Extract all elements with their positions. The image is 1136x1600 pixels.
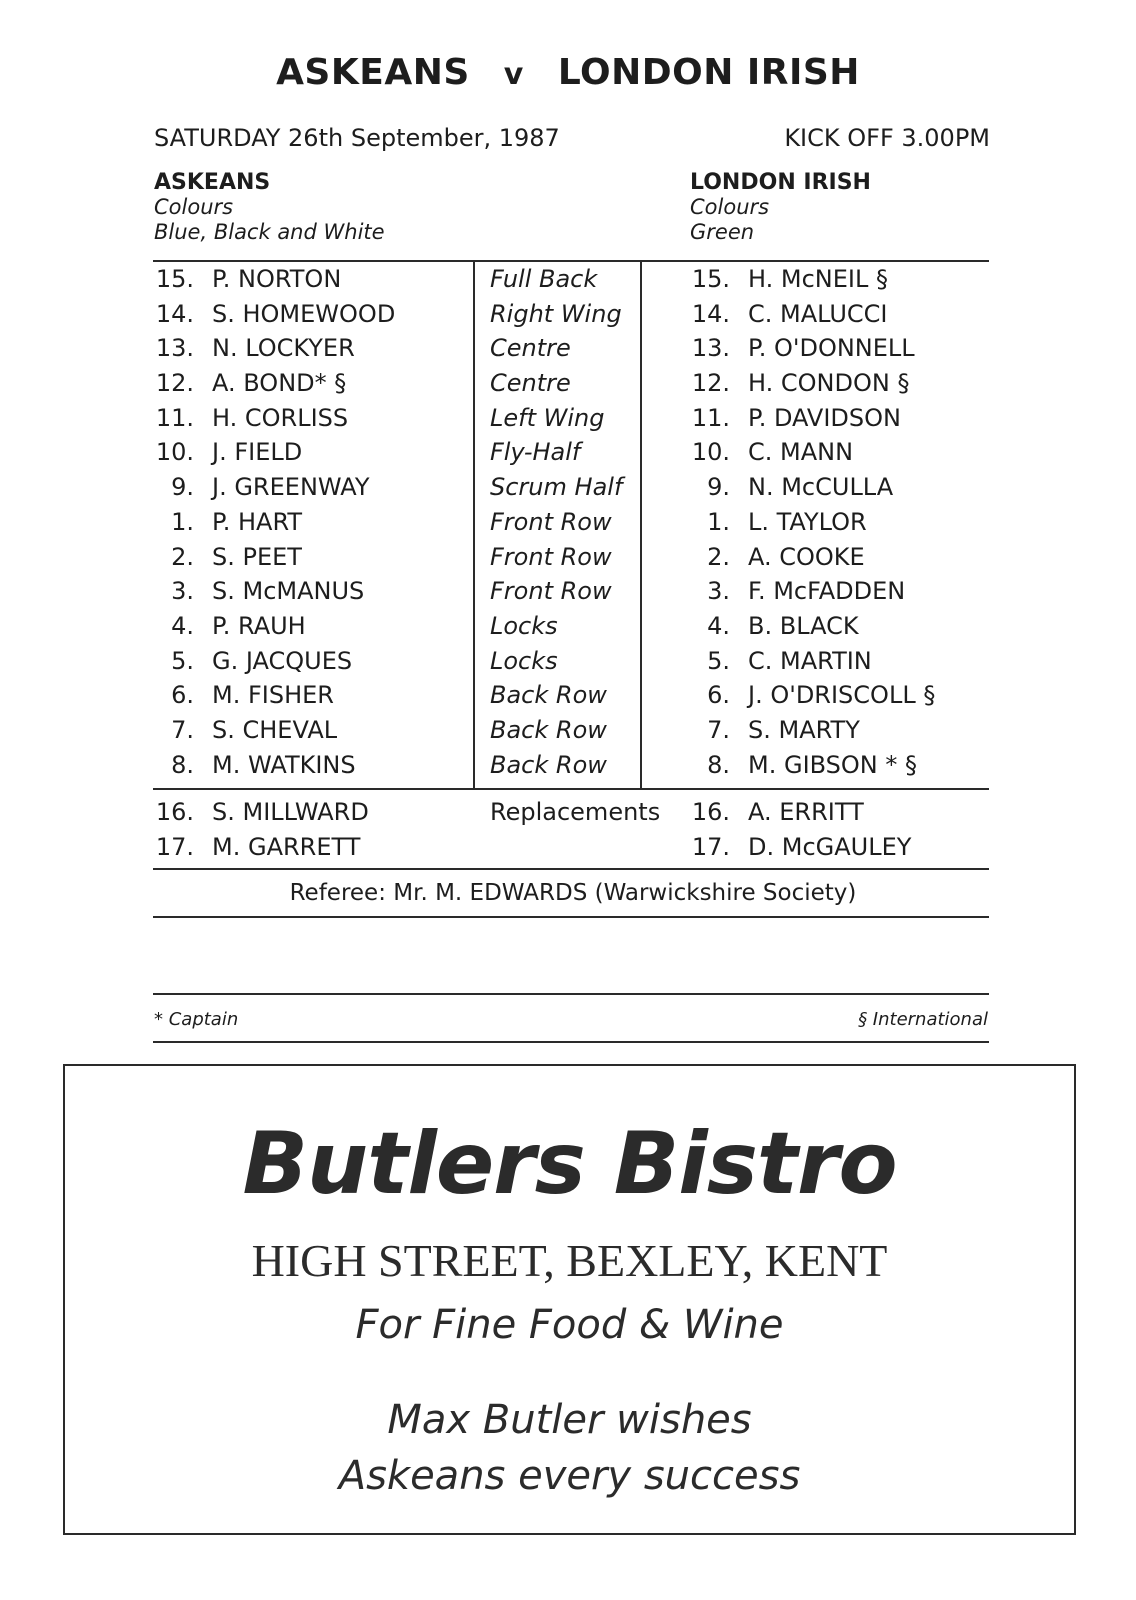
lineup-row [0,681,1136,716]
home-player-name: P. NORTON [212,265,342,293]
away-player-number: 7. [707,715,730,744]
away-player-name: N. McCULLA [748,473,894,502]
away-player-number: 6. [707,681,730,710]
away-player-number: 9. [707,473,730,502]
home-player-number: 8. [171,750,194,779]
replacement-row [0,798,1136,833]
away-player-name: M. GIBSON * § [748,750,918,779]
away-player-name: H. CONDON § [748,369,910,398]
away-player-number: 8. [707,750,730,779]
divider-notes-top [153,993,989,995]
lineup-row [0,647,1136,682]
ad-wish-line-1: Max Butler wishes [387,1397,752,1443]
away-player-number: 10. [691,438,730,467]
home-player-name: S. MILLWARD [212,798,369,826]
home-player-name: M. WATKINS [212,750,356,779]
away-player-name: P. DAVIDSON [748,403,901,432]
position-label: Front Row [490,542,612,571]
away-player-name: C. MALUCCI [748,299,888,328]
replacements-table [0,798,1136,867]
home-player-number: 11. [155,403,194,432]
home-player-name: P. HART [212,507,303,536]
home-player-number: 4. [171,611,194,640]
away-player-number: 4. [707,611,730,640]
home-player-name: M. FISHER [212,681,334,710]
away-player-name: H. McNEIL § [748,265,888,293]
home-player-name: H. CORLISS [212,403,349,432]
position-label: Centre [490,334,571,363]
international-note: § International [858,1009,988,1030]
position-label: Front Row [490,507,612,536]
home-player-number: 6. [171,681,194,710]
home-player-name: S. HOMEWOOD [212,299,396,328]
match-title [0,52,1136,93]
away-player-name: P. O'DONNELL [748,334,915,363]
home-player-name: N. LOCKYER [212,334,355,363]
position-label: Fly-Half [490,438,581,467]
position-label: Back Row [490,681,607,710]
away-team-header [690,170,871,245]
home-player-name: S. McMANUS [212,577,365,606]
divider-lineup-end [153,788,989,790]
divider-top [153,260,989,262]
lineup-row [0,369,1136,404]
home-player-number: 5. [171,646,194,675]
referee-line: Referee: Mr. M. EDWARDS (Warwickshire Society) [289,880,857,906]
position-label: Centre [490,369,571,398]
away-colours-label: Colours [690,195,770,219]
position-label: Right Wing [490,299,622,328]
home-player-name: P. RAUH [212,611,306,640]
position-label: Back Row [490,715,607,744]
away-player-name: C. MARTIN [748,646,872,675]
home-player-number: 15. [155,265,194,293]
lineup-row [0,716,1136,751]
home-team-title: ASKEANS [276,52,470,93]
lineup-row [0,334,1136,369]
ad-wish-line-2: Askeans every success [338,1453,801,1499]
away-player-name: A. COOKE [748,542,865,571]
divider-referee-top [153,868,989,870]
versus-label: v [503,57,524,92]
lineup-row [0,473,1136,508]
away-player-number: 15. [691,265,730,293]
away-player-name: C. MANN [748,438,854,467]
home-team-header [154,170,385,245]
away-player-name: D. McGAULEY [748,832,912,861]
position-label: Replacements [490,798,661,826]
away-player-number: 3. [707,577,730,606]
away-player-number: 2. [707,542,730,571]
lineup-row [0,612,1136,647]
away-player-name: B. BLACK [748,611,859,640]
away-player-name: J. O'DRISCOLL § [748,681,936,710]
position-label: Locks [490,646,558,675]
lineup-row [0,751,1136,786]
away-player-number: 17. [691,832,730,861]
lineup-row [0,438,1136,473]
home-player-name: A. BOND* § [212,369,347,398]
lineup-row [0,300,1136,335]
away-player-number: 14. [691,299,730,328]
home-player-number: 10. [155,438,194,467]
away-player-name: F. McFADDEN [748,577,906,606]
position-label: Left Wing [490,403,605,432]
away-player-number: 5. [707,646,730,675]
match-date: SATURDAY 26th September, 1987 [154,124,560,152]
home-player-name: S. CHEVAL [212,715,338,744]
divider-notes-bottom [153,1041,989,1043]
away-player-number: 1. [707,507,730,536]
home-player-number: 7. [171,715,194,744]
home-colours: Blue, Black and White [154,220,385,244]
lineup-row [0,404,1136,439]
ad-wishes [65,1392,1074,1504]
away-team-title: LONDON IRISH [557,52,860,93]
home-player-name: J. GREENWAY [212,473,370,502]
lineup-row [0,577,1136,612]
home-player-name: M. GARRETT [212,832,361,861]
divider-referee-bottom [153,916,989,918]
away-colours: Green [690,220,755,244]
home-player-number: 14. [155,299,194,328]
home-team-name: ASKEANS [154,170,271,195]
advertisement-box [63,1064,1076,1535]
replacement-row [0,833,1136,868]
position-label: Locks [490,611,558,640]
away-player-number: 13. [691,334,730,363]
home-player-number: 9. [171,473,194,502]
position-label: Back Row [490,750,607,779]
home-player-number: 16. [155,798,194,826]
home-player-number: 12. [155,369,194,398]
kickoff-time: KICK OFF 3.00PM [784,124,990,152]
ad-address: HIGH STREET, BEXLEY, KENT [251,1235,888,1286]
home-colours-label: Colours [154,195,234,219]
away-player-number: 16. [691,798,730,826]
away-player-name: L. TAYLOR [748,507,867,536]
home-player-number: 1. [171,507,194,536]
position-label: Scrum Half [490,473,623,502]
lineup-table [0,265,1136,785]
lineup-row [0,265,1136,300]
position-label: Front Row [490,577,612,606]
away-player-number: 12. [691,369,730,398]
away-player-number: 11. [691,403,730,432]
home-player-name: S. PEET [212,542,302,571]
home-player-number: 2. [171,542,194,571]
captain-note: * Captain [154,1009,239,1030]
ad-brand: Butlers Bistro [242,1114,897,1214]
home-player-number: 3. [171,577,194,606]
lineup-row [0,508,1136,543]
home-player-number: 13. [155,334,194,363]
position-label: Full Back [490,265,598,293]
ad-tagline: For Fine Food & Wine [355,1302,784,1348]
away-team-name: LONDON IRISH [690,170,871,195]
home-player-number: 17. [155,832,194,861]
home-player-name: G. JACQUES [212,646,353,675]
lineup-row [0,543,1136,578]
away-player-name: S. MARTY [748,715,860,744]
home-player-name: J. FIELD [212,438,303,467]
away-player-name: A. ERRITT [748,798,864,826]
